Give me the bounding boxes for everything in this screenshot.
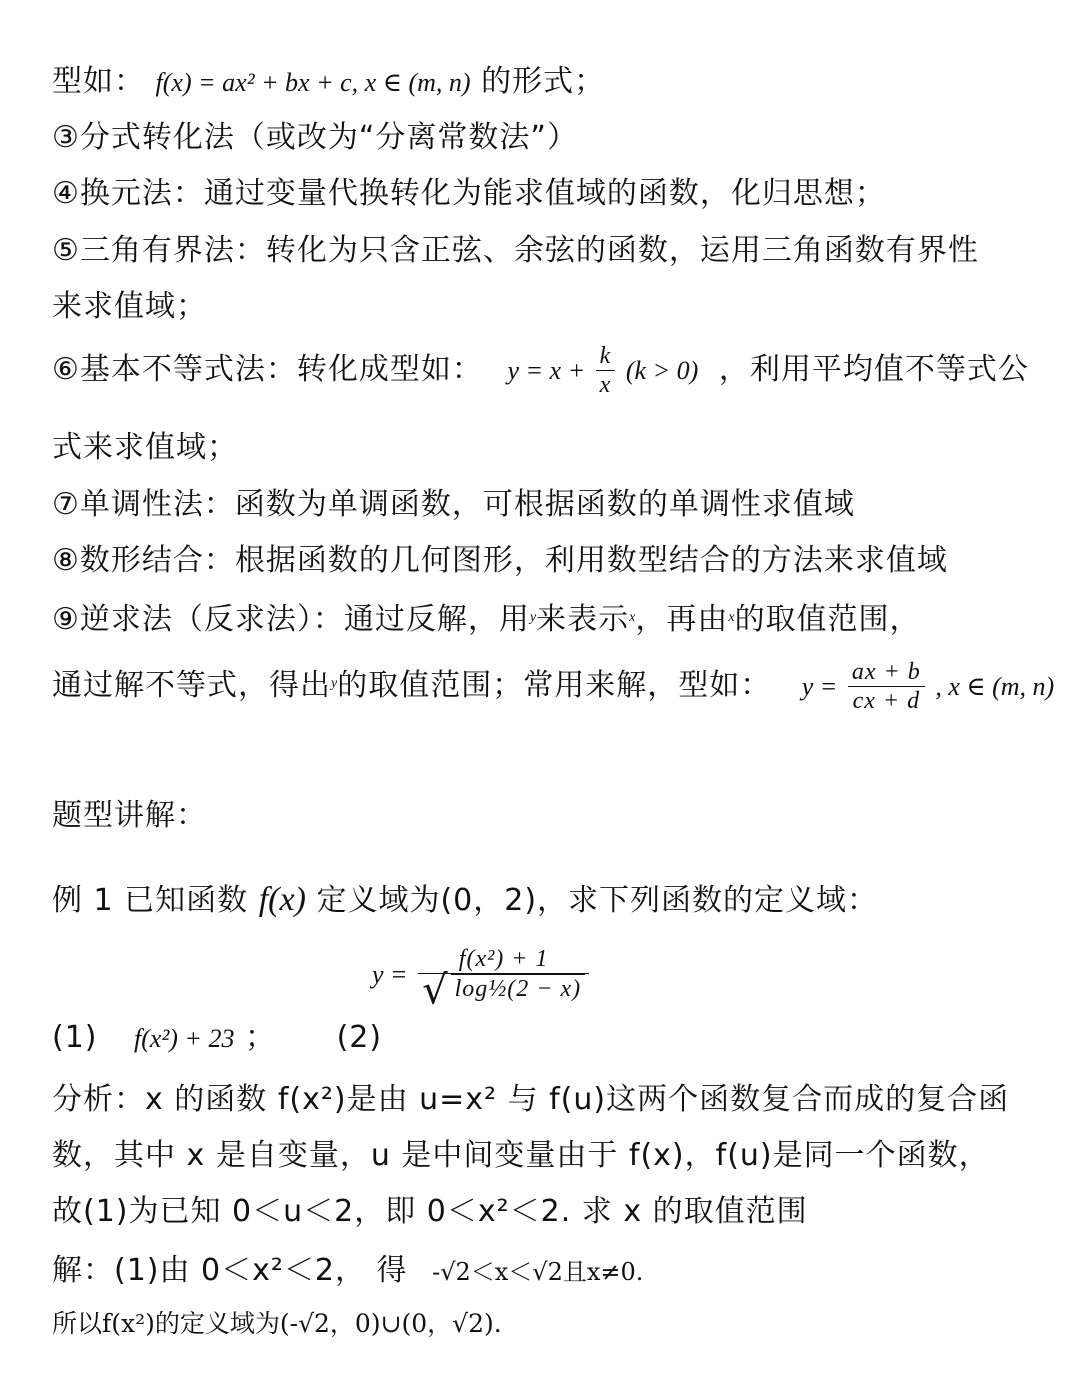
line-17: 数，其中 x 是自变量，u 是中间变量由于 f(x)，f(u)是同一个函数，: [52, 1138, 990, 1173]
formula-left: y =: [372, 960, 408, 989]
fraction-numerator: ax + b: [848, 658, 925, 687]
item-label: (2): [336, 1020, 383, 1055]
line-1: [52, 64, 605, 101]
formula-left: y = x +: [507, 356, 586, 385]
fraction-denominator: x: [599, 372, 612, 398]
line-11: [52, 654, 1054, 717]
line-5: 来求值域；: [52, 289, 207, 324]
text: ，再由: [635, 602, 729, 637]
fraction-example: [418, 945, 589, 1014]
line-6: [52, 340, 1029, 401]
text: 的取值范围；常用来解，型如：: [337, 668, 772, 703]
formula-quadratic: f(x) = ax² + bx + c, x ∈ (m, n): [155, 68, 471, 97]
var-y: y: [331, 676, 338, 691]
formula-fx: f(x): [258, 881, 306, 918]
line-10: [52, 600, 921, 638]
var-y: y: [529, 610, 537, 625]
fraction-linear: [848, 658, 925, 715]
line-7: 式来求值域；: [52, 430, 238, 465]
fraction-numerator: k: [596, 342, 616, 371]
formula-right: (k > 0): [625, 356, 699, 385]
text: 型如：: [52, 64, 145, 99]
fraction-denominator: [418, 967, 589, 1014]
text: 来表示: [536, 602, 630, 637]
line-20: 所以f(x²)的定义域为(-√2，0)∪(0，√2).: [52, 1309, 502, 1338]
text: ⑨逆求法（反求法）：通过反解，用: [52, 602, 530, 637]
line-18: 故(1)为已知 0＜u＜2，即 0＜x²＜2. 求 x 的取值范围: [52, 1194, 808, 1229]
text: 的取值范围，: [734, 602, 921, 637]
line-9: ⑧数形结合：根据函数的几何图形，利用数型结合的方法来求值域: [52, 543, 948, 578]
fraction-denominator: cx + d: [852, 688, 921, 714]
var-x: x: [629, 610, 636, 625]
line-19: [52, 1253, 643, 1290]
fraction-numerator: f(x²) + 1: [418, 945, 589, 974]
line-16: 分析：x 的函数 f(x²)是由 u=x² 与 f(u)这两个函数复合而成的复合函: [52, 1082, 1010, 1117]
formula-left: y =: [801, 672, 838, 701]
section-heading: 题型讲解：: [52, 798, 207, 833]
line-8: ⑦单调性法：函数为单调函数，可根据函数的单调性求值域: [52, 487, 855, 522]
formula-item1: f(x²) + 23: [134, 1024, 235, 1053]
text: ；: [245, 1020, 277, 1055]
text: 定义域为(0，2)，求下列函数的定义域：: [316, 883, 879, 918]
formula-right: , x ∈ (m, n): [935, 672, 1055, 701]
text: ，利用平均值不等式公: [718, 352, 1029, 387]
text: 通过解不等式，得出: [52, 668, 331, 703]
text: 解：(1)由 0＜x²＜2， 得: [52, 1253, 408, 1288]
text: 例 1 已知函数: [52, 883, 249, 918]
line-15: [52, 1020, 382, 1057]
sqrt-content: log½(2 − x): [451, 974, 586, 1003]
line-4: ⑤三角有界法：转化为只含正弦、余弦的函数，运用三角函数有界性: [52, 233, 979, 268]
text: 的形式；: [481, 64, 606, 99]
var-x: x: [728, 610, 735, 625]
line-14: [372, 944, 589, 1014]
item-label: (1): [52, 1020, 98, 1055]
fraction-k-over-x: [596, 342, 616, 399]
line-2: ③分式转化法（或改为“分离常数法”）: [52, 120, 578, 155]
text: ⑥基本不等式法：转化成型如：: [52, 352, 483, 387]
line-13: [52, 872, 878, 929]
solution-formula: -√2＜x＜√2且x≠0.: [432, 1258, 644, 1286]
sqrt-icon: √: [422, 967, 449, 1014]
line-3: ④换元法：通过变量代换转化为能求值域的函数，化归思想；: [52, 176, 886, 211]
